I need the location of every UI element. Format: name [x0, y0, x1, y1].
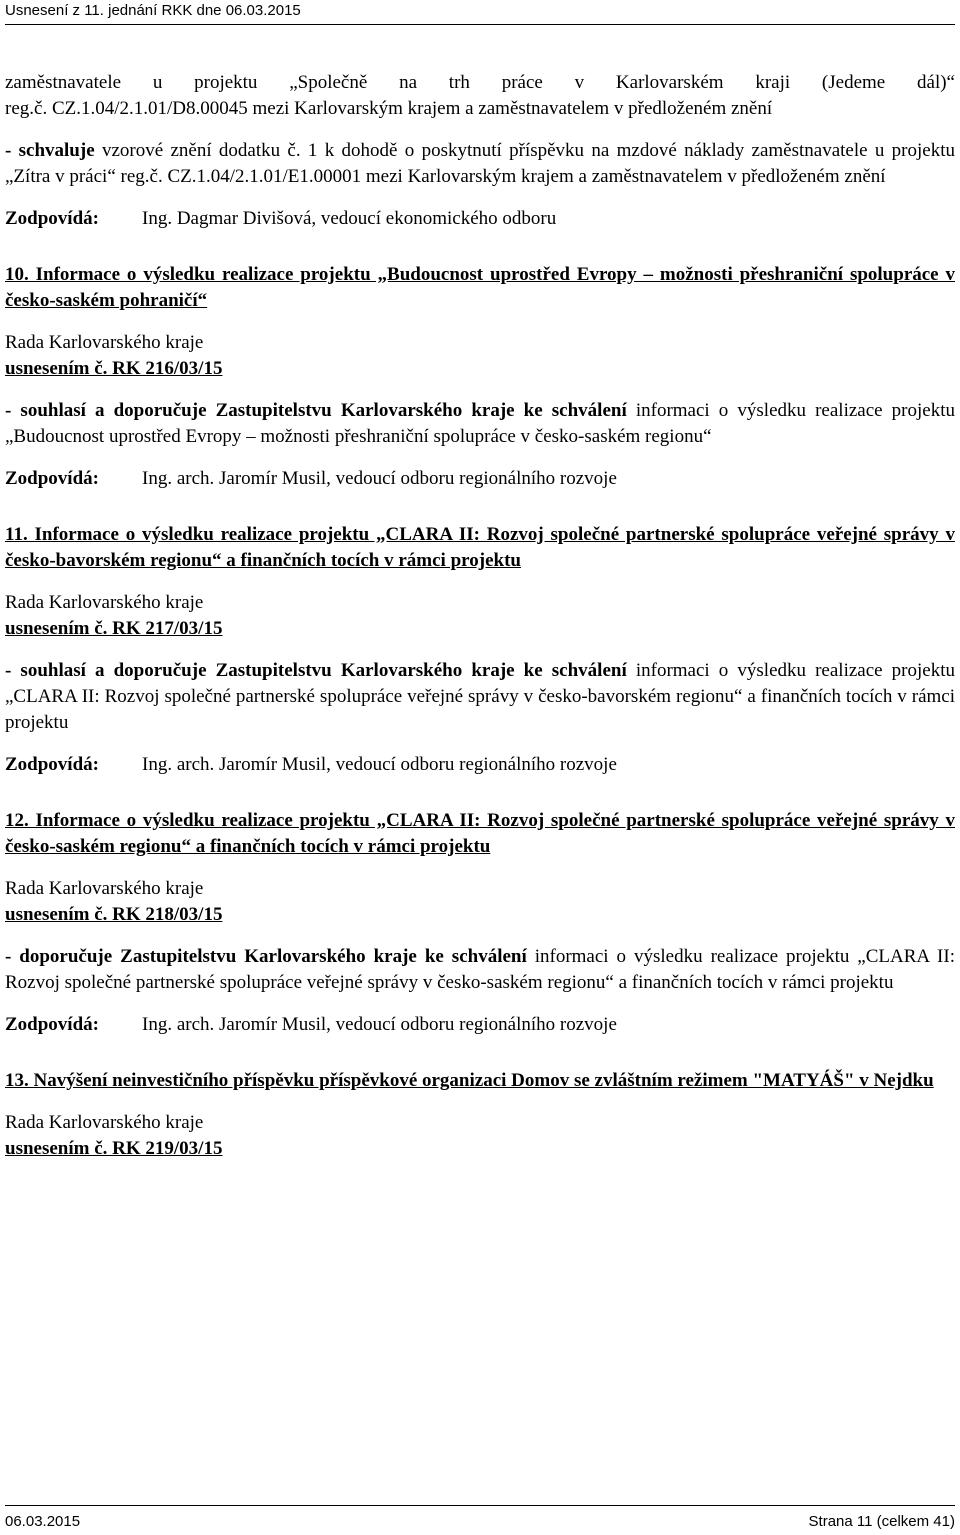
document-body [5, 70, 955, 1162]
footer-date: 06.03.2015 [5, 1513, 81, 1530]
intro-line-1: zaměstnavatele u projektu „Společně na trh práce v Karlovarském kraji (Jedeme dál)“ [5, 72, 955, 93]
item-11-body: Rada Karlovarského kraje [5, 592, 204, 613]
item-10-action-verb: - souhlasí a doporučuje Zastupitelstvu Karlovarského kraje ke schválení [5, 400, 627, 421]
responsible-value: Ing. Dagmar Divišová, vedoucí ekonomického odboru [142, 208, 557, 229]
responsible-label: Zodpovídá: [5, 208, 99, 229]
intro-responsible [5, 206, 955, 232]
item-12-responsible [5, 1012, 955, 1038]
approval-text: vzorové znění dodatku č. 1 k dohodě o poskytnutí příspěvku na mzdové náklady zaměstnavatele u projektu „Zítra v práci“ reg.č. CZ.1.04/2.1.01/E1.00001 mezi Karlovarským krajem a zaměstnavatelem v předloženém znění [5, 140, 955, 187]
item-10-heading: 10. Informace o výsledku realizace projektu „Budoucnost uprostřed Evropy – možnosti přeshraniční spolupráce v česko-saském pohraničí“ [5, 264, 955, 311]
approval-verb: - schvaluje [5, 140, 95, 161]
item-10-responsible [5, 466, 955, 492]
item-12-body: Rada Karlovarského kraje [5, 878, 204, 899]
item-13-heading: 13. Navýšení neinvestičního příspěvku příspěvkové organizaci Domov se zvláštním režimem "MATYÁŠ" v Nejdku [5, 1070, 934, 1091]
item-10-action-text: informaci o výsledku realizace projektu „Budoucnost uprostřed Evropy – možnosti přeshraniční spolupráce v česko-saském regionu“ [5, 400, 955, 447]
page-header [5, 1, 955, 25]
item-10-action [5, 398, 955, 450]
footer-page-number: Strana 11 (celkem 41) [808, 1513, 955, 1530]
item-10-resolution: usnesením č. RK 216/03/15 [5, 358, 223, 379]
responsible-label: Zodpovídá: [5, 754, 99, 775]
item-11-action-verb: - souhlasí a doporučuje Zastupitelstvu Karlovarského kraje ke schválení [5, 660, 627, 681]
item-11-resolution: usnesením č. RK 217/03/15 [5, 618, 223, 639]
responsible-label: Zodpovídá: [5, 1014, 99, 1035]
item-10-body: Rada Karlovarského kraje [5, 332, 204, 353]
responsible-value: Ing. arch. Jaromír Musil, vedoucí odboru regionálního rozvoje [142, 1014, 617, 1035]
intro-approval [5, 138, 955, 190]
item-13-body: Rada Karlovarského kraje [5, 1112, 204, 1133]
item-11-action-text: informaci o výsledku realizace projektu „CLARA II: Rozvoj společné partnerské spolupráce veřejné správy v česko-bavorském regionu“ a finančních tocích v rámci projektu [5, 660, 955, 733]
item-12-action-text: informaci o výsledku realizace projektu „CLARA II: Rozvoj společné partnerské spolupráce veřejné správy v česko-saském regionu“ a finančních tocích v rámci projektu [5, 946, 955, 993]
responsible-value: Ing. arch. Jaromír Musil, vedoucí odboru regionálního rozvoje [142, 468, 617, 489]
item-12-resolution: usnesením č. RK 218/03/15 [5, 904, 223, 925]
item-11-responsible [5, 752, 955, 778]
item-12-action-verb: - doporučuje Zastupitelstvu Karlovarského kraje ke schválení [5, 946, 527, 967]
item-13-resolution: usnesením č. RK 219/03/15 [5, 1138, 223, 1159]
item-12-action [5, 944, 955, 996]
header-title: Usnesení z 11. jednání RKK dne 06.03.2015 [5, 2, 301, 19]
item-12-heading: 12. Informace o výsledku realizace projektu „CLARA II: Rozvoj společné partnerské spolupráce veřejné správy v česko-saském regionu“ a finančních tocích v rámci projektu [5, 810, 955, 857]
responsible-value: Ing. arch. Jaromír Musil, vedoucí odboru regionálního rozvoje [142, 754, 617, 775]
responsible-label: Zodpovídá: [5, 468, 99, 489]
intro-line-2: reg.č. CZ.1.04/2.1.01/D8.00045 mezi Karlovarským krajem a zaměstnavatelem v předloženém znění [5, 98, 773, 119]
page-footer [5, 1505, 955, 1532]
item-11-action [5, 658, 955, 736]
item-11-heading: 11. Informace o výsledku realizace projektu „CLARA II: Rozvoj společné partnerské spolupráce veřejné správy v česko-bavorském regionu“ a finančních tocích v rámci projektu [5, 524, 955, 571]
